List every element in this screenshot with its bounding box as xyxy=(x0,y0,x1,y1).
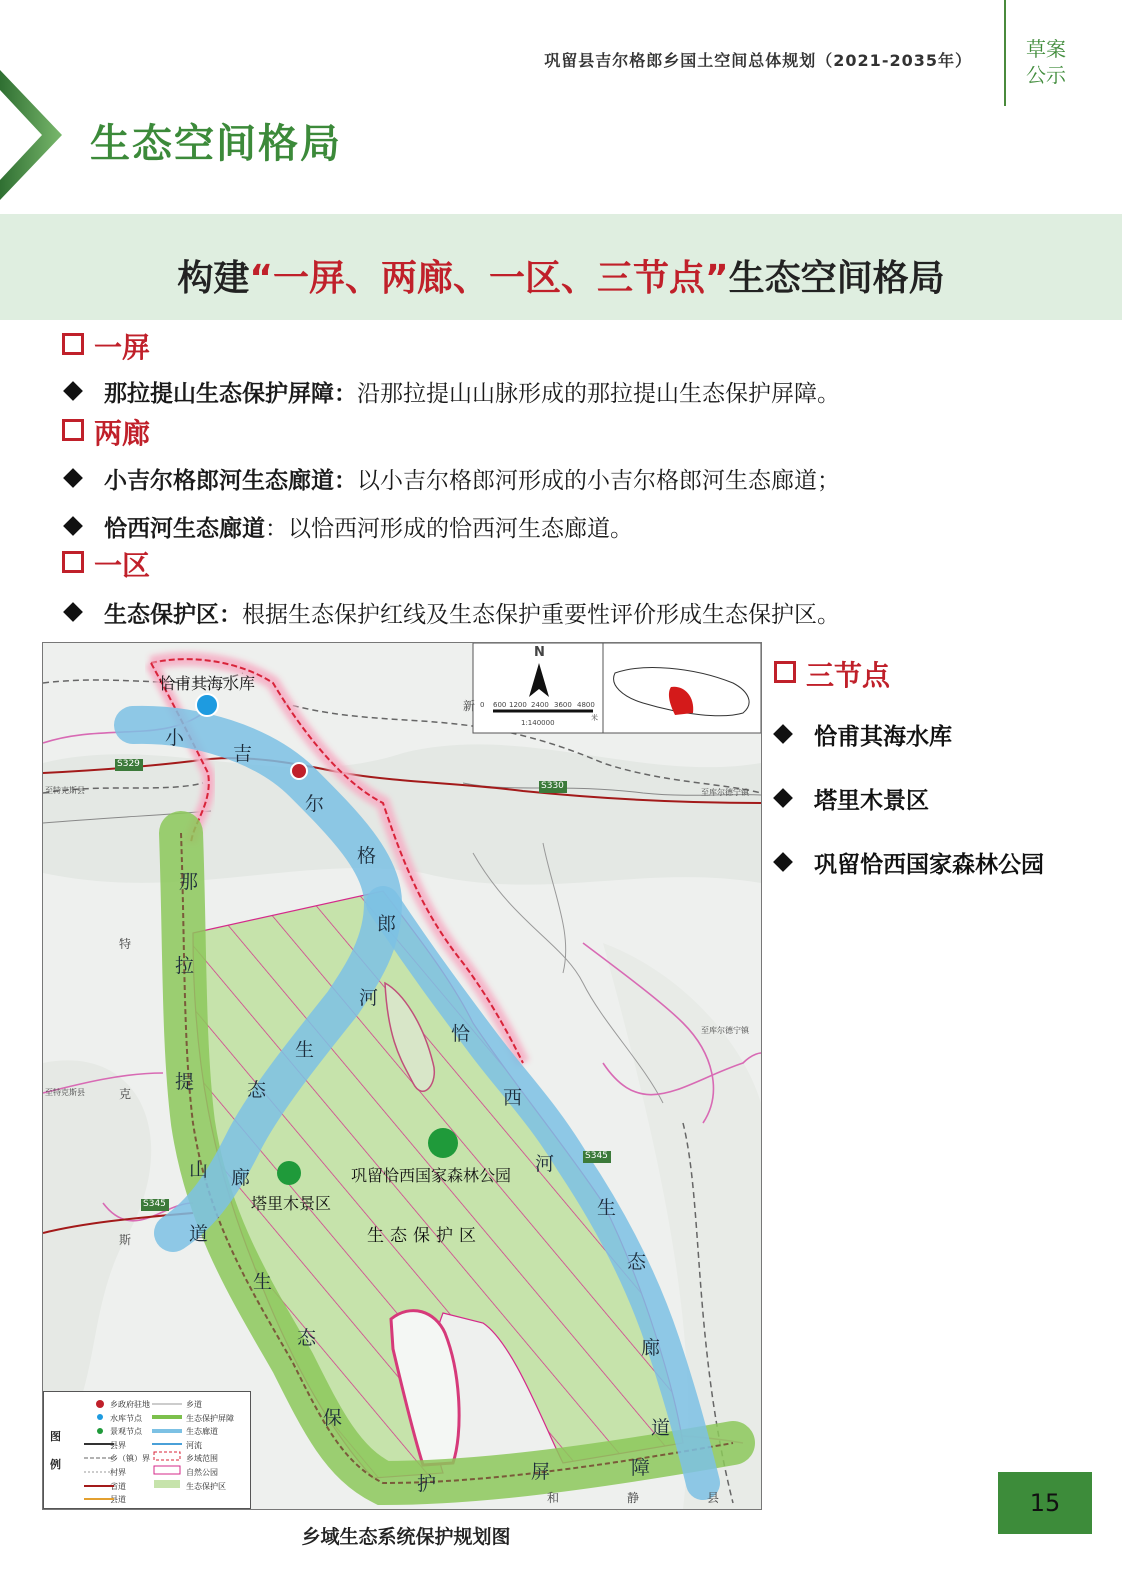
page-number: 15 xyxy=(998,1472,1092,1534)
legend-item: 自然公园 xyxy=(186,1467,218,1477)
banner xyxy=(0,214,1122,320)
map-scenic-label: 塔里木景区 xyxy=(251,1194,332,1213)
corridor2-char: 态 xyxy=(627,1251,647,1273)
banner-text xyxy=(0,250,1122,301)
checkbox-square-icon xyxy=(774,661,796,683)
heading-three-nodes: 三节点 xyxy=(774,654,890,694)
road-label-s330: S330 xyxy=(541,781,564,791)
heading-one-screen: 一屏 xyxy=(62,326,150,366)
diamond-bullet-icon xyxy=(773,724,793,744)
scale-tick: 600 xyxy=(493,701,507,709)
north-arrow-label: N xyxy=(534,645,545,660)
legend-item: 村界 xyxy=(110,1467,126,1477)
corridor1-char: 态 xyxy=(247,1079,267,1101)
legend-right-col xyxy=(186,1398,234,1493)
legend-item: 乡域范围 xyxy=(186,1454,218,1464)
barrier-char: 山 xyxy=(189,1159,209,1181)
county-char: 特 xyxy=(119,937,132,951)
stamp-line-2: 公示 xyxy=(1026,63,1066,87)
draft-stamp xyxy=(1022,36,1070,88)
corridor2-char: 道 xyxy=(651,1417,671,1439)
legend-item: 乡政府驻地 xyxy=(110,1400,150,1409)
node-item: 塔里木景区 xyxy=(776,782,929,815)
barrier-char: 拉 xyxy=(175,955,195,977)
county-char: 县 xyxy=(707,1491,720,1505)
scale-tick: 1200 xyxy=(509,701,527,709)
direction-label: 至特克斯县 xyxy=(45,786,85,795)
scale-tick: 3600 xyxy=(554,701,572,709)
heading-one-zone: 一区 xyxy=(62,544,150,584)
diamond-bullet-icon xyxy=(63,381,83,401)
legend-title-2: 例 xyxy=(50,1458,61,1471)
corridor1-char: 郎 xyxy=(377,913,397,935)
corridor1-char: 小 xyxy=(165,727,185,749)
checkbox-square-icon xyxy=(62,419,84,441)
stamp-line-1: 草案 xyxy=(1026,37,1066,61)
barrier-char: 那 xyxy=(179,871,199,893)
corridor1-char: 廊 xyxy=(231,1167,251,1189)
legend-item: 生态廊道 xyxy=(186,1427,218,1437)
eco-protection-map xyxy=(42,642,762,1510)
legend-symbols xyxy=(70,1392,130,1508)
scale-tick: 4800 xyxy=(577,701,595,709)
map-caption: 乡域生态系统保护规划图 xyxy=(301,1526,511,1548)
direction-label: 至库尔德宁镇 xyxy=(701,1026,749,1035)
bullet-xiaojiergelang-corridor: 小吉尔格郎河生态廊道：以小吉尔格郎河形成的小吉尔格郎河生态廊道； xyxy=(66,462,840,495)
corridor1-char: 格 xyxy=(357,845,377,867)
corridor2-char: 西 xyxy=(503,1087,523,1109)
banner-highlight: “一屏、两廊、一区、三节点” xyxy=(249,258,729,299)
scale-tick: 0 xyxy=(480,701,485,709)
direction-label: 至库尔德宁镇 xyxy=(701,788,749,797)
diamond-bullet-icon xyxy=(63,516,83,536)
heading-two-corridors: 两廊 xyxy=(62,412,150,452)
corridor2-char: 廊 xyxy=(641,1337,661,1359)
banner-suffix: 生态空间格局 xyxy=(728,258,945,299)
checkbox-square-icon xyxy=(62,551,84,573)
county-char: 和 xyxy=(547,1491,560,1505)
diamond-bullet-icon xyxy=(63,468,83,488)
corridor2-char: 河 xyxy=(535,1153,555,1175)
corridor1-char: 吉 xyxy=(233,743,253,765)
corridor1-char: 道 xyxy=(189,1223,209,1245)
section-title: 生态空间格局 xyxy=(90,121,342,167)
barrier-char: 护 xyxy=(417,1473,437,1495)
county-char: 静 xyxy=(627,1491,640,1505)
corridor2-char: 生 xyxy=(597,1197,617,1219)
chevron-arrow-icon xyxy=(0,70,70,200)
corridor1-char: 河 xyxy=(359,987,379,1009)
legend-item: 景观节点 xyxy=(110,1427,142,1437)
map-zone-label: 生态保护区 xyxy=(367,1226,482,1246)
diamond-bullet-icon xyxy=(773,852,793,872)
legend-item: 乡（镇）界 xyxy=(110,1454,150,1464)
barrier-char: 态 xyxy=(297,1327,317,1349)
map-legend xyxy=(43,1391,251,1509)
road-label-s345: S345 xyxy=(585,1151,608,1161)
barrier-char: 屏 xyxy=(531,1461,551,1483)
checkbox-square-icon xyxy=(62,333,84,355)
corridor1-char: 尔 xyxy=(305,793,325,815)
legend-title-1: 图 xyxy=(50,1430,61,1443)
header-divider xyxy=(1004,0,1006,106)
road-label-s329: S329 xyxy=(117,759,140,769)
scale-unit: 米 xyxy=(591,714,598,722)
legend-item: 河流 xyxy=(186,1440,202,1450)
legend-item: 省道 xyxy=(110,1481,126,1491)
legend-item: 县道 xyxy=(110,1495,126,1505)
node-item: 巩留恰西国家森林公园 xyxy=(776,846,1044,879)
legend-item: 生态保护屏障 xyxy=(186,1413,234,1423)
bullet-eco-protection-zone: 生态保护区：根据生态保护红线及生态保护重要性评价形成生态保护区。 xyxy=(66,596,840,629)
legend-symbols-right xyxy=(148,1392,188,1508)
county-top-right: 新 xyxy=(463,699,476,713)
county-char: 克 xyxy=(119,1087,132,1101)
scale-tick: 2400 xyxy=(531,701,549,709)
bullet-qiaxi-corridor: 恰西河生态廊道：以恰西河形成的恰西河生态廊道。 xyxy=(66,510,633,543)
map-reservoir-label: 恰甫其海水库 xyxy=(159,674,256,693)
road-label-s345-left: S345 xyxy=(143,1199,166,1209)
county-char: 斯 xyxy=(119,1233,132,1247)
corridor2-char: 恰 xyxy=(451,1023,471,1045)
scale-ratio: 1:140000 xyxy=(521,719,555,727)
barrier-char: 生 xyxy=(253,1271,273,1293)
banner-prefix: 构建 xyxy=(177,258,250,299)
barrier-char: 障 xyxy=(631,1457,651,1479)
legend-item: 乡道 xyxy=(186,1400,202,1409)
diamond-bullet-icon xyxy=(773,788,793,808)
legend-item: 水库节点 xyxy=(110,1413,142,1423)
legend-item: 县界 xyxy=(110,1440,126,1450)
map-canvas xyxy=(43,643,761,1509)
bullet-nalati-barrier: 那拉提山生态保护屏障：沿那拉提山山脉形成的那拉提山生态保护屏障。 xyxy=(66,375,840,408)
legend-item: 生态保护区 xyxy=(186,1481,226,1491)
diamond-bullet-icon xyxy=(63,602,83,622)
barrier-char: 提 xyxy=(175,1071,195,1093)
map-park-label: 巩留恰西国家森林公园 xyxy=(351,1166,512,1185)
barrier-char: 保 xyxy=(323,1407,343,1429)
direction-label: 至特克斯县 xyxy=(45,1088,85,1097)
document-title: 巩留县吉尔格郎乡国土空间总体规划（2021-2035年） xyxy=(544,51,972,70)
node-item: 恰甫其海水库 xyxy=(776,718,952,751)
corridor1-char: 生 xyxy=(295,1039,315,1061)
